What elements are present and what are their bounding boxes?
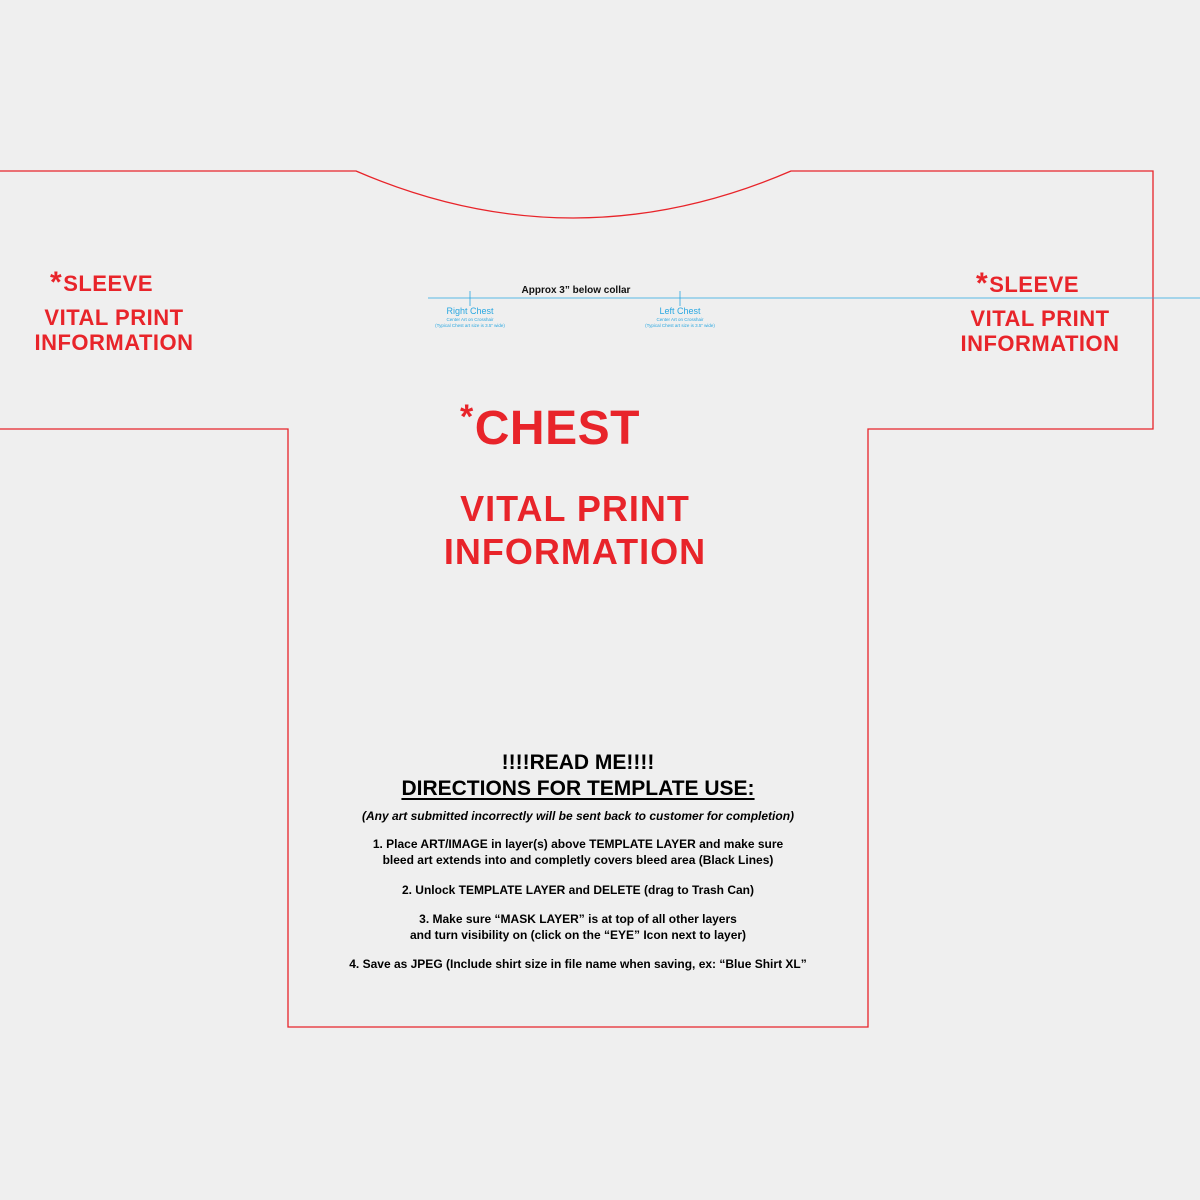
right-chest-sub2: (Typical Chest art size is 3.5” wide) (435, 322, 505, 328)
readme-subheading: DIRECTIONS FOR TEMPLATE USE: (401, 777, 755, 801)
readme-directions (300, 750, 856, 973)
step-1 (300, 837, 856, 868)
left-sleeve-asterisk: * (50, 266, 63, 299)
step-1-line-1: 1. Place ART/IMAGE in layer(s) above TEMPLATE LAYER and make sure (372, 837, 784, 852)
chest-info-line2: INFORMATION (443, 531, 707, 573)
chest-title (460, 398, 660, 456)
right-chest-label: Right Chest (446, 306, 494, 316)
chest-info-line1: VITAL PRINT (460, 488, 690, 529)
step-3 (300, 912, 856, 943)
right-sleeve-info-line1: VITAL PRINT (970, 306, 1110, 331)
step-4-line-1: 4. Save as JPEG (Include shirt size in file name when saving, ex: “Blue Shirt XL” (349, 957, 807, 972)
right-chest-marker (420, 307, 520, 328)
left-chest-marker (630, 307, 730, 328)
step-3-line-1: 3. Make sure “MASK LAYER” is at top of all other layers (419, 912, 737, 927)
left-sleeve-label: SLEEVE (63, 271, 153, 296)
step-3-line-2: and turn visibility on (click on the “EYE” Icon next to layer) (409, 927, 747, 942)
right-sleeve-title (976, 267, 1086, 301)
right-sleeve-info-line2: INFORMATION (960, 330, 1120, 356)
step-2 (300, 883, 856, 899)
left-sleeve-info (14, 306, 214, 355)
left-chest-sub2: (Typical Chest art size is 3.5” wide) (645, 322, 715, 328)
left-sleeve-info-line2: INFORMATION (34, 329, 194, 355)
right-sleeve-label: SLEEVE (989, 272, 1079, 297)
right-chest-sub1: Center Art on Crosshair (446, 316, 494, 322)
chest-info (395, 487, 755, 573)
chest-asterisk: * (460, 398, 474, 436)
left-chest-sub1: Center Art on Crosshair (656, 316, 704, 322)
step-2-line-1: 2. Unlock TEMPLATE LAYER and DELETE (drag to Trash Can) (401, 882, 755, 897)
readme-heading: !!!!READ ME!!!! (501, 751, 655, 774)
right-sleeve-info (940, 307, 1140, 356)
chest-label: CHEST (474, 402, 640, 455)
step-1-line-2: bleed art extends into and completly covers bleed area (Black Lines) (382, 853, 774, 868)
right-sleeve-asterisk: * (976, 267, 989, 300)
left-chest-label: Left Chest (659, 306, 701, 316)
step-4 (300, 957, 856, 973)
left-sleeve-title (50, 266, 160, 300)
readme-note: (Any art submitted incorrectly will be sent back to customer for completion) (361, 809, 795, 824)
left-sleeve-info-line1: VITAL PRINT (44, 305, 184, 330)
collar-note: Approx 3” below collar (521, 285, 631, 296)
